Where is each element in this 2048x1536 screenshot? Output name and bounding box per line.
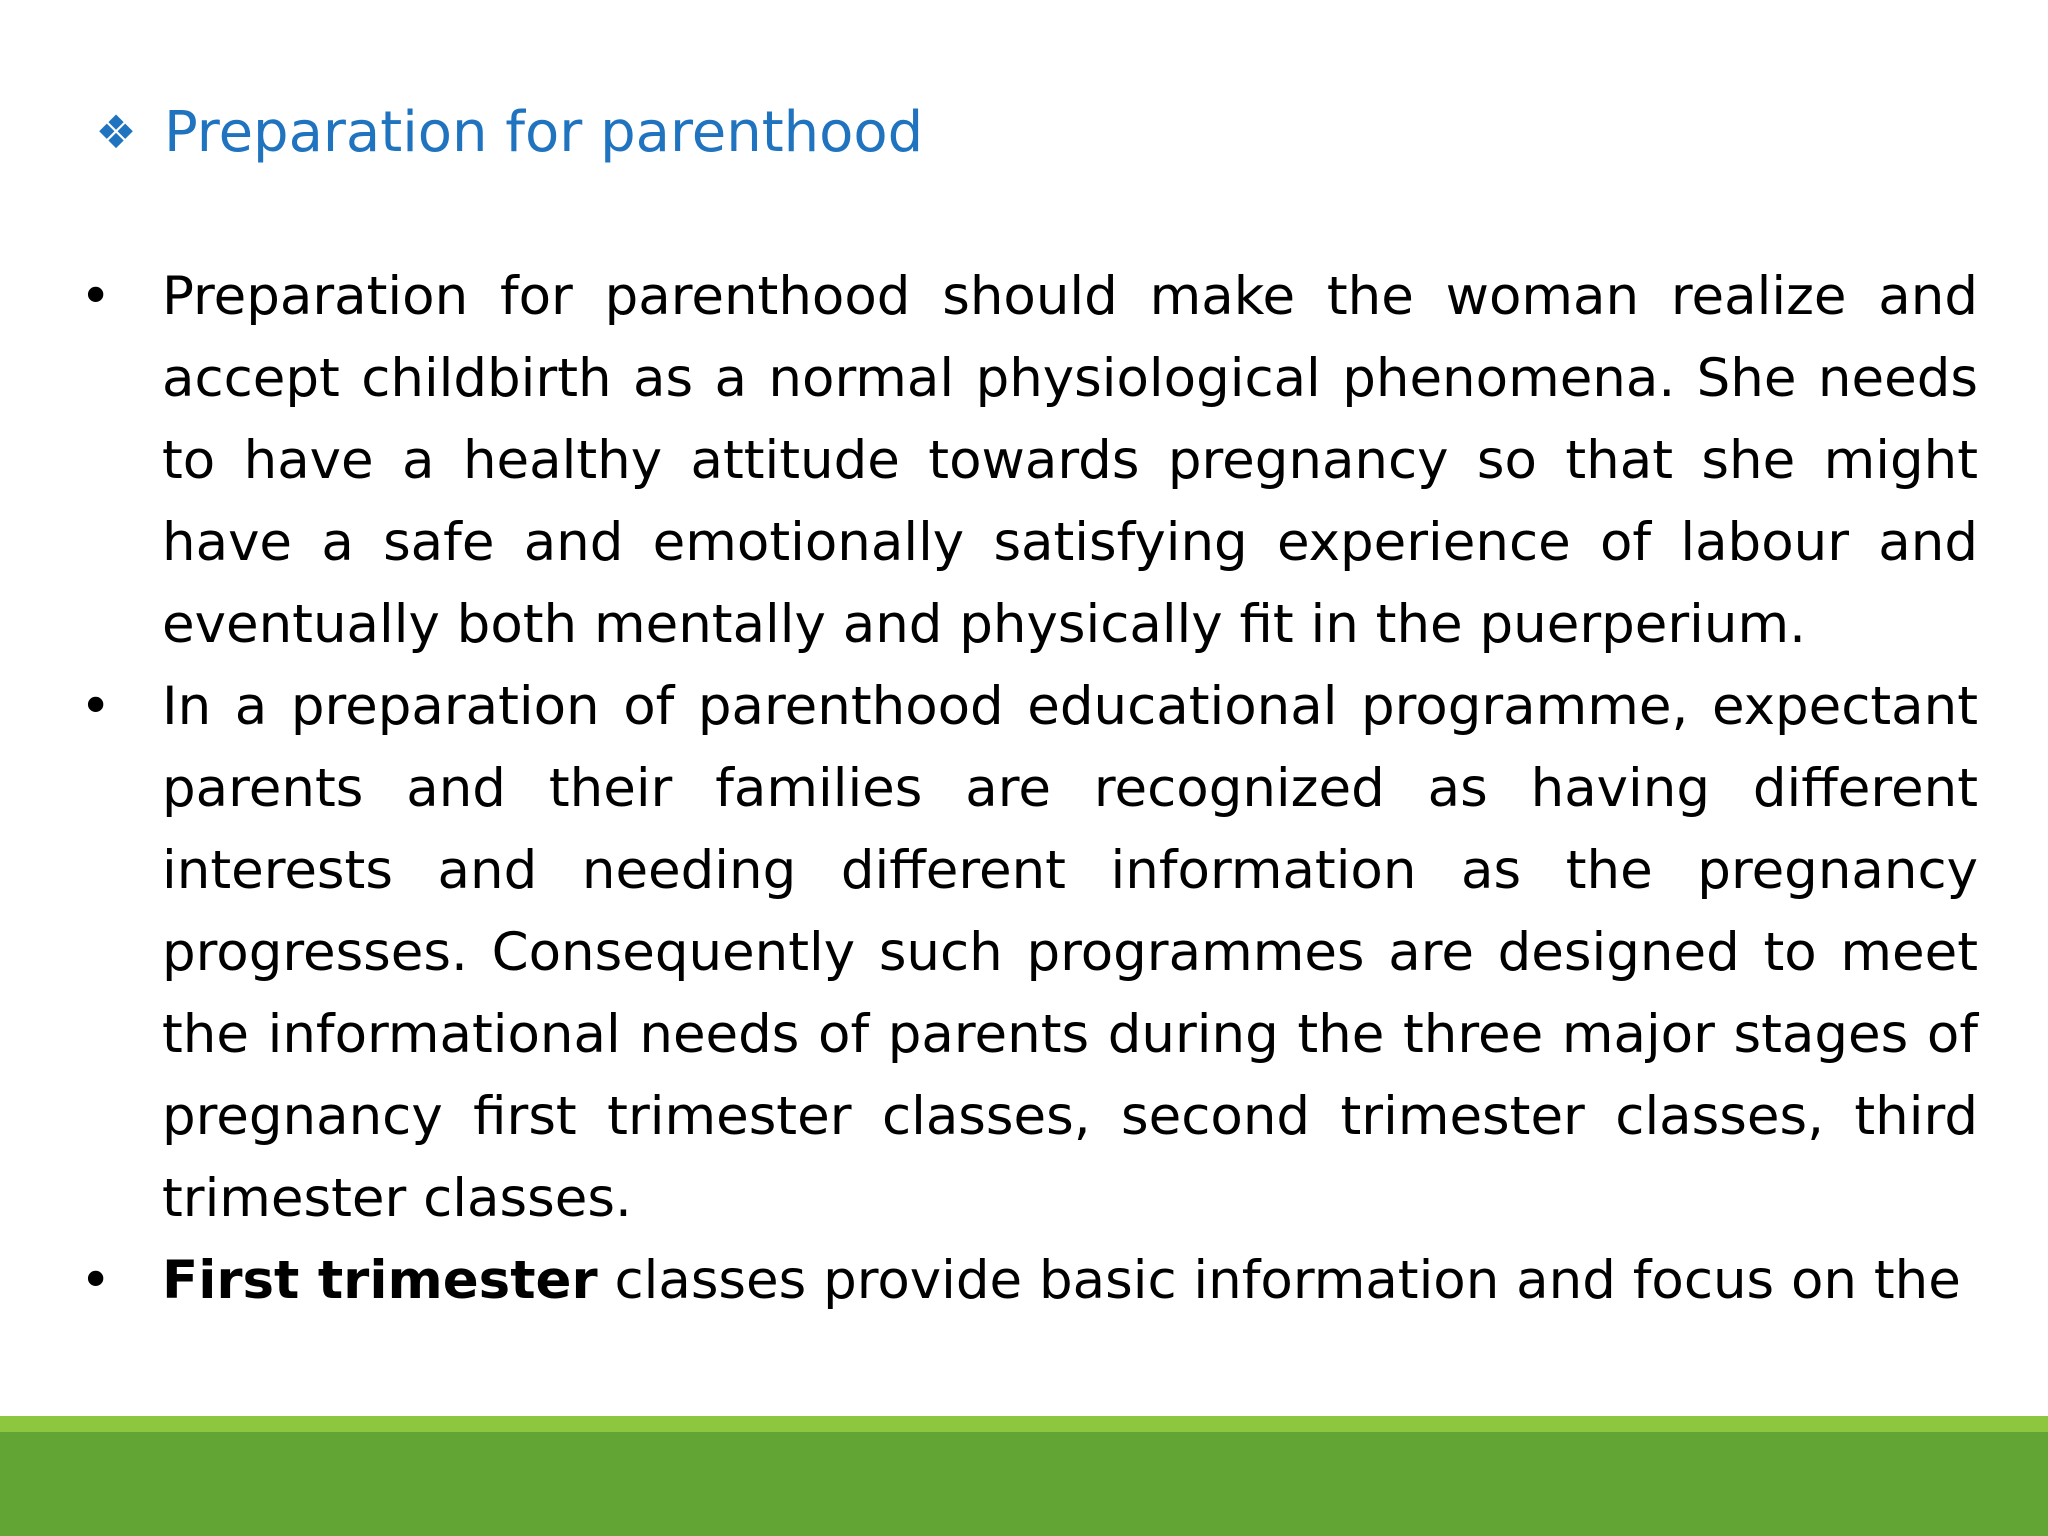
bullet-bold-term: First trimester xyxy=(162,1250,598,1311)
diamond-bullet-icon: ❖ xyxy=(95,105,137,159)
bullet-text: classes provide basic information and focus on the xyxy=(597,1250,1961,1311)
bullet-item xyxy=(80,256,1978,666)
bullet-item xyxy=(80,666,1978,1240)
bullet-dot: • xyxy=(80,676,112,737)
bullet-dot: • xyxy=(80,1250,112,1311)
bullet-list xyxy=(80,256,1978,1322)
bullet-item xyxy=(80,1240,1978,1322)
slide-heading xyxy=(88,92,923,172)
bullet-text: In a preparation of parenthood educational programme, expectant parents and their families are recognized as having different interests and needing different information as the pregnancy progresses. Consequently such programmes are designed to meet the informational needs of parents during the three major stages of pregnancy first trimester classes, second trimester classes, third trimester classes. xyxy=(162,676,1978,1229)
bullet-text: Preparation for parenthood should make the woman realize and accept childbirth as a normal physiological phenomena. She needs to have a healthy attitude towards pregnancy so that she might have a safe and emotionally satisfying experience of labour and eventually both mentally and physically fit in the puerperium. xyxy=(162,266,1978,655)
bullet-dot: • xyxy=(80,266,112,327)
heading-text: Preparation for parenthood xyxy=(164,99,924,165)
footer-band xyxy=(0,1432,2048,1536)
footer-stripe xyxy=(0,1416,2048,1432)
